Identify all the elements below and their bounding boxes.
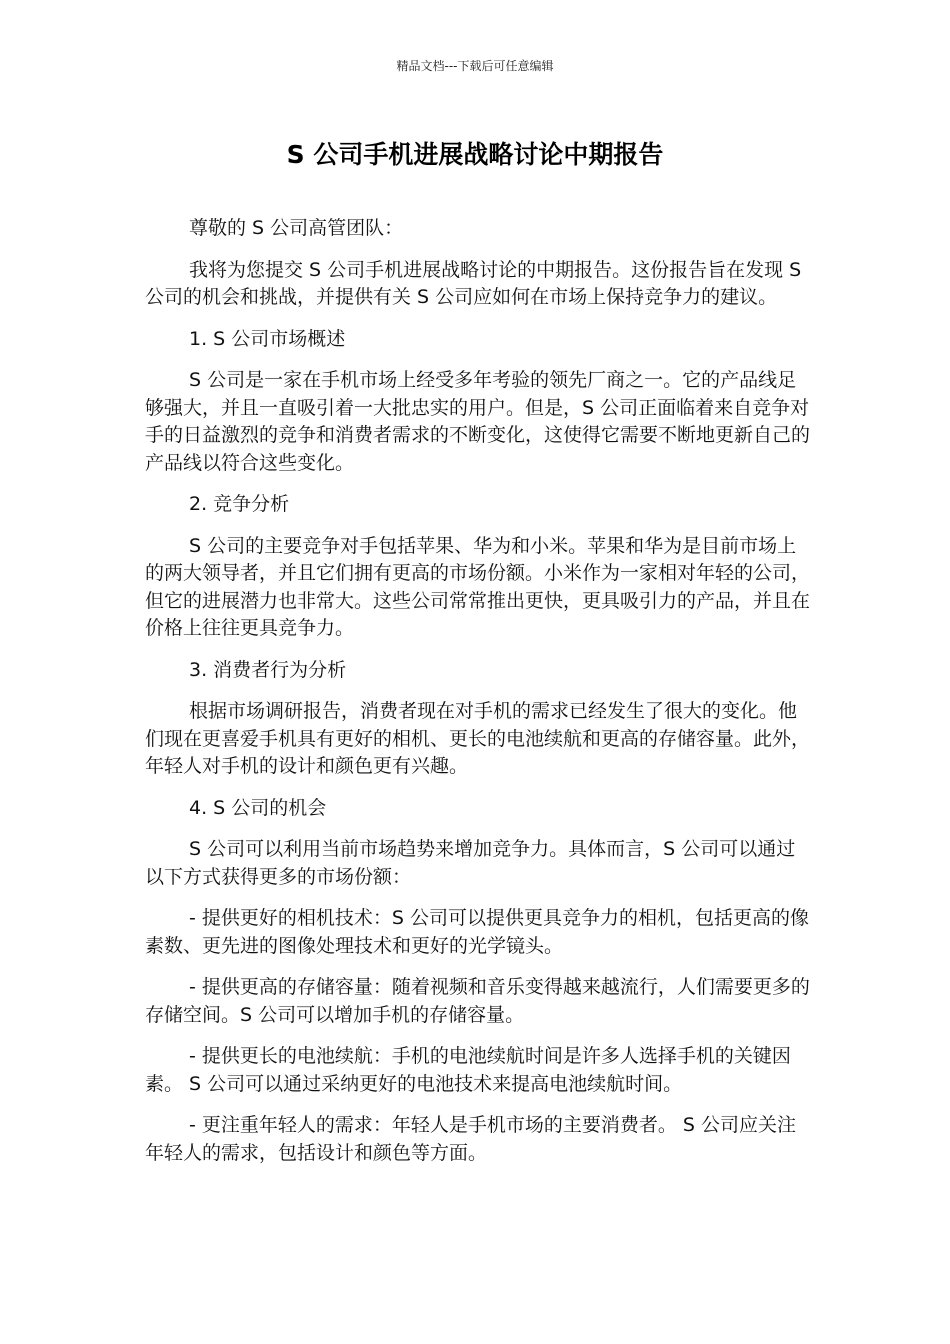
document-body bbox=[145, 215, 810, 1181]
document-title: S 公司手机进展战略讨论中期报告 bbox=[286, 140, 664, 169]
section-heading-competition: 2. 竞争分析 bbox=[189, 493, 290, 515]
section-heading-opportunities: 4. S 公司的机会 bbox=[189, 796, 327, 819]
opportunity-item-storage: - 提供更高的存储容量：随着视频和音乐变得越来越流行，人们需要更多的存储空间。S 公司可以增加手机的存储容量。 bbox=[145, 976, 810, 1026]
header-note: 精品文档---下载后可任意编辑 bbox=[396, 59, 554, 73]
opportunities-paragraph: S 公司可以利用当前市场趋势来增加竞争力。具体而言，S 公司可以通过以下方式获得更多的市场份额： bbox=[145, 838, 796, 888]
section-heading-consumer-behavior: 3. 消费者行为分析 bbox=[189, 658, 347, 681]
salutation: 尊敬的 S 公司高管团队： bbox=[189, 217, 404, 239]
consumer-behavior-paragraph: 根据市场调研报告，消费者现在对手机的需求已经发生了很大的变化。他们现在更喜爱手机具有更好的相机、更长的电池续航和更高的存储容量。此外，年轻人对手机的设计和颜色更有兴趣。 bbox=[145, 700, 811, 777]
competition-paragraph: S 公司的主要竞争对手包括苹果、华为和小米。苹果和华为是目前市场上的两大领导者，并且它们拥有更高的市场份额。小米作为一家相对年轻的公司，但它的进展潜力也非常大。这些公司常常推出更快，更具吸引力的产品，并且在价格上往往更具竞争力。 bbox=[145, 534, 811, 639]
section-heading-market-overview: 1. S 公司市场概述 bbox=[189, 327, 346, 350]
market-overview-paragraph: S 公司是一家在手机市场上经受多年考验的领先厂商之一。它的产品线足够强大，并且一直吸引着一大批忠实的用户。但是，S 公司正面临着来自竞争对手的日益激烈的竞争和消费者需求的不断变化，这使得它需要不断地更新自己的产品线以符合这些变化。 bbox=[145, 369, 811, 474]
opportunity-item-camera: - 提供更好的相机技术：S 公司可以提供更具竞争力的相机，包括更高的像素数、更先进的图像处理技术和更好的光学镜头。 bbox=[145, 907, 809, 957]
opportunity-item-battery: - 提供更长的电池续航：手机的电池续航时间是许多人选择手机的关键因素。 S 公司可以通过采纳更好的电池技术来提高电池续航时间。 bbox=[145, 1045, 791, 1095]
intro-paragraph: 我将为您提交 S 公司手机进展战略讨论的中期报告。这份报告旨在发现 S 公司的机会和挑战，并提供有关 S 公司应如何在市场上保持竞争力的建议。 bbox=[145, 258, 802, 308]
opportunity-item-youth: - 更注重年轻人的需求：年轻人是手机市场的主要消费者。 S 公司应关注年轻人的需求，包括设计和颜色等方面。 bbox=[145, 1114, 797, 1164]
